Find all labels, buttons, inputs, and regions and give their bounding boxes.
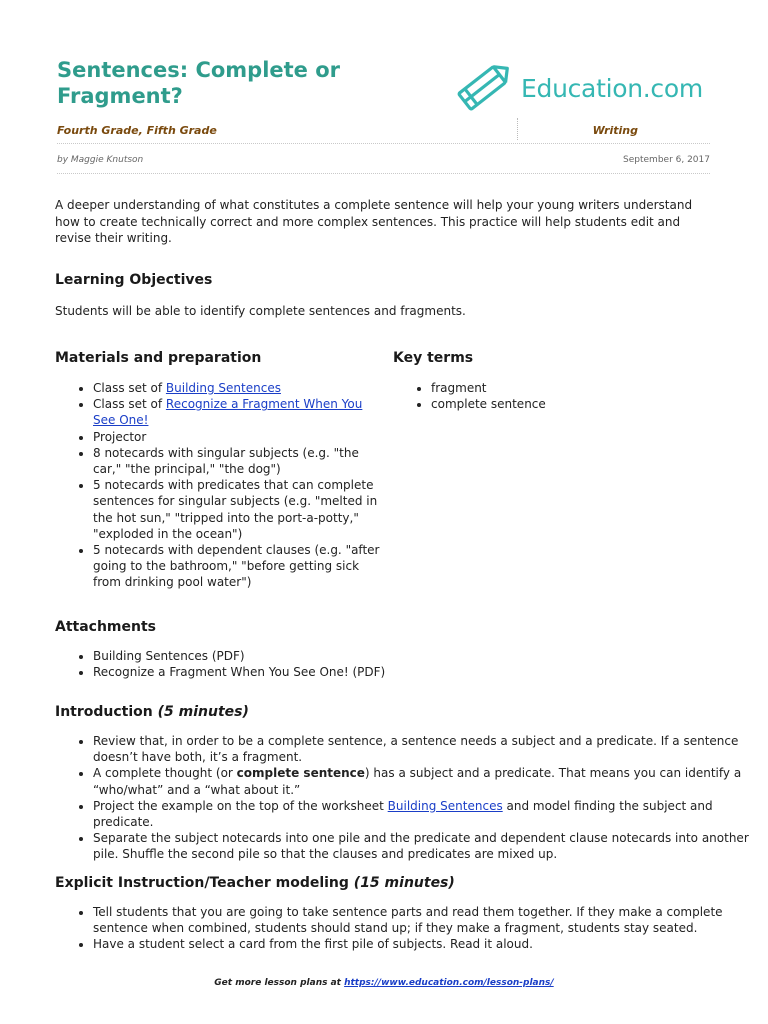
list-item: • fragment (431, 380, 731, 396)
materials-list (55, 380, 383, 591)
learning-objectives-heading: Learning Objectives (55, 272, 213, 288)
subject-label: Writing (592, 124, 638, 137)
list-item: • 5 notecards with dependent clauses (e.g. "after going to the bathroom," "before getting sick from drinking pool water") (93, 542, 383, 591)
list-item: • 8 notecards with singular subjects (e.g. "the car," "the principal," "the dog") (93, 445, 383, 477)
divider-line (57, 173, 710, 174)
list-item: • Class set of Building Sentences (93, 380, 383, 396)
key-terms-heading: Key terms (393, 350, 474, 366)
publish-date: September 6, 2017 (623, 155, 710, 165)
learning-objectives-text: Students will be able to identify complete sentences and fragments. (55, 304, 466, 318)
introduction-heading: Introduction (5 minutes) (55, 704, 249, 720)
list-item: • Project the example on the top of the worksheet Building Sentences and model finding the subject and predicate. (93, 798, 758, 830)
education-com-logo[interactable] (455, 56, 703, 114)
list-item: • Projector (93, 429, 383, 445)
list-item: • 5 notecards with predicates that can complete sentences for singular subjects (e.g. "melted in the hot sun," "tripped into the port-a-potty," "exploded in the ocean") (93, 477, 383, 542)
author: by Maggie Knutson (57, 155, 144, 165)
introduction-list (55, 733, 758, 863)
attachment-item[interactable]: • Recognize a Fragment When You See One! (PDF) (93, 664, 743, 680)
list-item: • Class set of Recognize a Fragment When You See One! (93, 396, 383, 428)
list-item: • A complete thought (or complete sentence) has a subject and a predicate. That means you can identify a “who/what” and a “what about it.” (93, 765, 758, 797)
pencil-icon (455, 56, 517, 114)
grade-levels: Fourth Grade, Fifth Grade (57, 124, 217, 137)
logo-text: Education.com (521, 73, 703, 103)
page-title: Sentences: Complete or Fragment? (57, 58, 341, 108)
attachments-list (55, 648, 743, 680)
list-item: • Tell students that you are going to take sentence parts and read them together. If they make a complete sentence when combined, students should stand up; if they make a fragment, students stay seated. (93, 904, 758, 936)
attachment-item[interactable]: • Building Sentences (PDF) (93, 648, 743, 664)
building-sentences-link[interactable]: Building Sentences (165, 381, 281, 395)
explicit-instruction-list (55, 904, 758, 953)
list-item: • Separate the subject notecards into one pile and the predicate and dependent clause notecards into another pile. Shuffle the second pile so that the clauses and predicates are mixed up. (93, 830, 758, 862)
footer: Get more lesson plans at https://www.education.com/lesson-plans/ (214, 978, 554, 988)
grade-subject-bar (57, 118, 710, 142)
duration: (15 minutes) (353, 875, 455, 891)
building-sentences-link[interactable]: Building Sentences (387, 798, 503, 813)
key-terms-list (393, 380, 731, 412)
list-item: • Have a student select a card from the first pile of subjects. Read it aloud. (93, 936, 758, 952)
list-item: • Review that, in order to be a complete sentence, a sentence needs a subject and a predicate. If a sentence doesn’t have both, it’s a fragment. (93, 733, 758, 765)
recognize-fragment-link[interactable]: Recognize a Fragment When You See One! (93, 397, 363, 428)
duration: (5 minutes) (157, 704, 249, 720)
explicit-instruction-heading: Explicit Instruction/Teacher modeling (15 minutes) (55, 875, 455, 891)
intro-paragraph: A deeper understanding of what constitutes a complete sentence will help your young writers understand how to create technically correct and more complex sentences. This practice will help students edit and revise their writing. (55, 198, 693, 245)
materials-heading: Materials and preparation (55, 350, 262, 366)
lesson-plans-link[interactable]: https://www.education.com/lesson-plans/ (344, 978, 554, 988)
divider-line (57, 143, 710, 144)
list-item: • complete sentence (431, 396, 731, 412)
attachments-heading: Attachments (55, 619, 157, 635)
meta-divider (517, 118, 518, 140)
